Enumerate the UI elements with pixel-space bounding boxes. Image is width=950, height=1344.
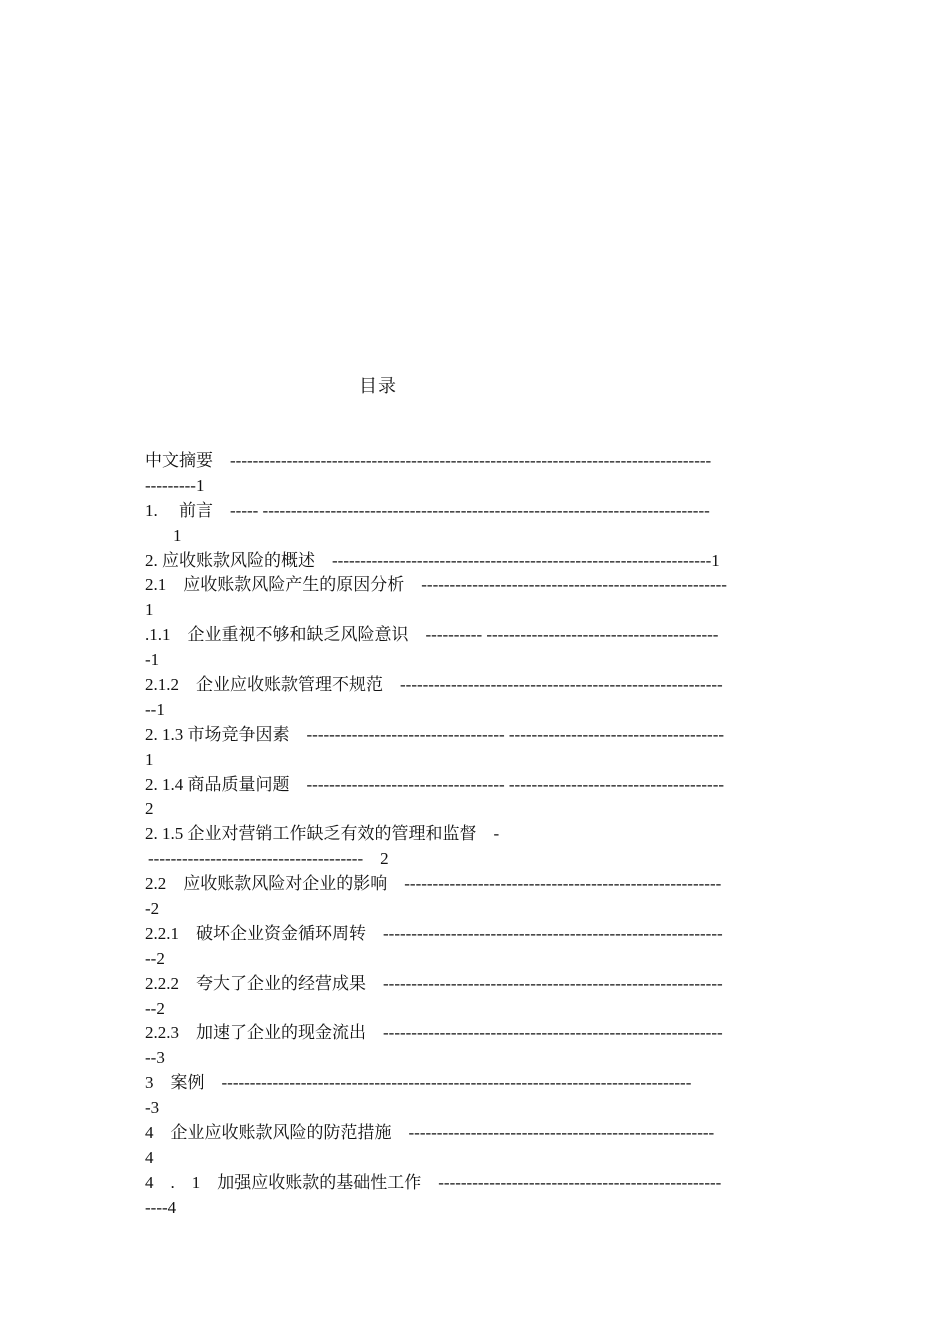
page-title: 目录	[359, 376, 397, 396]
toc-line: --3	[145, 1048, 165, 1068]
toc-line: --2	[145, 998, 165, 1018]
toc-line: -3	[145, 1098, 160, 1118]
toc-line: 4 . 1 加强应收账款的基础性工作 --------------------------------------------------	[145, 1172, 722, 1192]
toc-line: 2.1.2 企业应收账款管理不规范 ---------------------------------------------------------	[145, 675, 723, 695]
toc-line: 中文摘要 -------------------------------------------------------------------------------------	[145, 451, 712, 470]
toc-line: .1.1 企业重视不够和缺乏风险意识 ---------- -----------------------------------------	[145, 625, 719, 645]
toc-line: 4 企业应收账款风险的防范措施 ------------------------------------------------------	[145, 1123, 715, 1143]
toc-line: 1	[173, 525, 182, 545]
toc-line: --2	[145, 948, 165, 968]
toc-line: 1	[145, 749, 154, 769]
toc-line: 4	[145, 1147, 154, 1167]
toc-line: 2.2.3 加速了企业的现金流出 ------------------------------------------------------------	[145, 1023, 723, 1043]
toc-line: 1	[145, 600, 154, 620]
toc-line: 2.2.1 破坏企业资金循环周转 ------------------------------------------------------------	[145, 923, 723, 943]
toc-line: -2	[145, 899, 160, 919]
toc-line: 2.2.2 夸大了企业的经营成果 ------------------------------------------------------------	[145, 973, 723, 993]
toc-line: 2.2 应收账款风险对企业的影响 --------------------------------------------------------	[145, 874, 722, 894]
toc-line: ----4	[145, 1197, 177, 1217]
toc-line: -1	[145, 650, 160, 670]
toc-line: 2. 1.3 市场竞争因素 ----------------------------------- --------------------------------------	[145, 724, 725, 744]
toc-line: -------------------------------------- 2	[148, 849, 389, 869]
toc-line: ---------1	[145, 475, 205, 495]
table-of-contents	[145, 449, 810, 1221]
toc-line: 2.1 应收账款风险产生的原因分析 ------------------------------------------------------	[145, 575, 727, 595]
toc-line: 2. 1.4 商品质量问题 ----------------------------------- --------------------------------------	[145, 774, 725, 794]
toc-line: 2	[145, 799, 154, 819]
toc-line: 1. 前言 ----- -------------------------------------------------------------------------------	[145, 500, 710, 520]
toc-line: --1	[145, 699, 165, 719]
toc-line: 2. 应收账款风险的概述 -------------------------------------------------------------------1	[145, 550, 720, 570]
toc-line: 3 案例 -----------------------------------------------------------------------------------	[145, 1073, 692, 1093]
toc-line: 2. 1.5 企业对营销工作缺乏有效的管理和监督 -	[145, 824, 500, 844]
